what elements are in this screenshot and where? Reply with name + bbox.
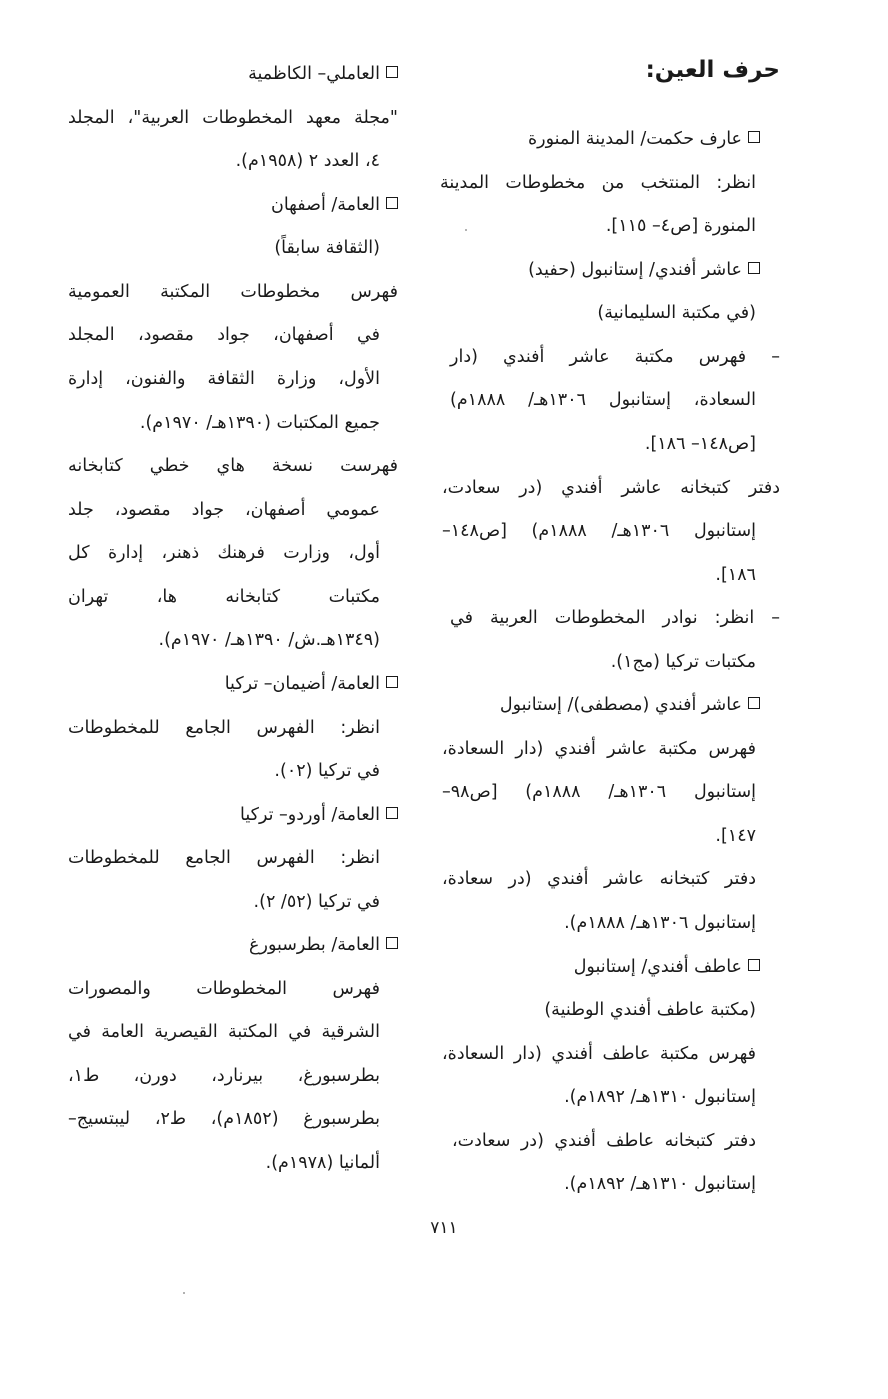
text-line: إستانبول ١٣٠٦هـ/ ١٨٨٨م) [ص٩٨– (442, 782, 756, 802)
entry-title: العامة/ أصفهان (270, 195, 380, 215)
checkbox-bullet-icon (748, 697, 760, 709)
text-line: بطرسبورغ، بيرنارد، دورن، ط١، (68, 1066, 380, 1086)
entry-title: العامة/ أوردو– تركيا (240, 805, 380, 825)
index-entry (225, 672, 398, 696)
index-entry (271, 193, 398, 217)
checkbox-bullet-icon (386, 937, 398, 949)
text-line: ٤، العدد ٢ (١٩٥٨م). (235, 151, 380, 171)
text-line: في أصفهان، جواد مقصود، المجلد (68, 325, 380, 345)
text-line: الشرقية في المكتبة القيصرية العامة في (68, 1022, 380, 1042)
text-line: "مجلة معهد المخطوطات العربية"، المجلد (68, 108, 398, 128)
index-entry (500, 693, 760, 717)
index-entry (248, 62, 398, 86)
page-number: ٧١١ (430, 1218, 458, 1238)
text-line: دفتر كتبخانه عاشر أفندي (در سعادت، (442, 478, 780, 498)
checkbox-bullet-icon (386, 66, 398, 78)
text-line: [ص١٤٨– ١٨٦]. (644, 434, 756, 454)
entry-title: عاشر أفندي/ إستانبول (حفيد) (528, 260, 742, 280)
section-title: حرف العين: (645, 57, 780, 83)
text-line: فهرس المخطوطات والمصورات (68, 979, 380, 999)
text-line: مكتبات تركيا (مج١). (610, 652, 756, 672)
text-line: انظر: الفهرس الجامع للمخطوطات (68, 848, 380, 868)
index-entry (574, 955, 760, 979)
text-line: دفتر كتبخانه عاطف أفندي (در سعادت، (452, 1131, 756, 1151)
text-line: انظر: المنتخب من مخطوطات المدينة (440, 173, 756, 193)
text-line: إستانبول ١٣١٠هـ/ ١٨٩٢م). (564, 1087, 756, 1107)
entry-title: العاملي– الكاظمية (248, 64, 380, 84)
checkbox-bullet-icon (748, 131, 760, 143)
text-line: (١٣٤٩هـ.ش/ ١٣٩٠هـ/ ١٩٧٠م). (158, 630, 380, 650)
text-line: أول، وزارت فرهنك ذهنر، إدارة كل (68, 543, 380, 563)
text-line: ١٨٦]. (715, 565, 756, 585)
scan-speck (465, 229, 467, 231)
text-line: بطرسبورغ (١٨٥٢م)، ط٢، ليبتسيج– (68, 1109, 381, 1129)
text-line: المنورة [ص٤– ١١٥]. (605, 216, 756, 236)
checkbox-bullet-icon (386, 676, 398, 688)
index-entry (528, 258, 760, 282)
text-line: ألمانيا (١٩٧٨م). (265, 1153, 380, 1173)
text-line: السعادة، إستانبول ١٣٠٦هـ/ ١٨٨٨م) (450, 390, 756, 410)
text-line: ١٤٧]. (715, 826, 756, 846)
text-line: جميع المكتبات (١٣٩٠هـ/ ١٩٧٠م). (139, 413, 380, 433)
text-line: في تركيا (٥٢/ ٢). (253, 892, 380, 912)
index-entry (240, 803, 398, 827)
text-line: مكتبات كتابخانه ها، تهران (68, 587, 380, 607)
text-line: إستانبول ١٣٠٦هـ/ ١٨٨٨م). (564, 913, 756, 933)
text-line: – فهرس مكتبة عاشر أفندي (دار (450, 347, 780, 367)
text-line: الأول، وزارة الثقافة والفنون، إدارة (68, 369, 380, 389)
entry-title: العامة/ أضيمان– تركيا (224, 674, 380, 694)
text-line: فهرس مكتبة عاشر أفندي (دار السعادة، (442, 739, 756, 759)
text-line: عمومي أصفهان، جواد مقصود، جلد (68, 500, 380, 520)
text-line: انظر: الفهرس الجامع للمخطوطات (68, 718, 380, 738)
entry-title: عاشر أفندي (مصطفى)/ إستانبول (499, 695, 742, 715)
checkbox-bullet-icon (748, 262, 760, 274)
text-line: فهرست نسخة هاي خطي كتابخانه (68, 456, 398, 476)
text-line: فهرس مخطوطات المكتبة العمومية (68, 282, 398, 302)
entry-title: العامة/ بطرسبورغ (249, 935, 380, 955)
index-entry (249, 933, 398, 957)
text-line: فهرس مكتبة عاطف أفندي (دار السعادة، (442, 1044, 756, 1064)
checkbox-bullet-icon (386, 807, 398, 819)
entry-title: عاطف أفندي/ إستانبول (573, 957, 742, 977)
index-entry (528, 127, 760, 151)
text-line: – انظر: نوادر المخطوطات العربية في (450, 608, 780, 628)
text-line: إستانبول ١٣١٠هـ/ ١٨٩٢م). (564, 1174, 756, 1194)
scan-speck (183, 1292, 185, 1294)
text-line: إستانبول ١٣٠٦هـ/ ١٨٨٨م) [ص١٤٨– (442, 521, 756, 541)
text-line: (الثقافة سابقاً) (274, 238, 380, 258)
text-line: دفتر كتبخانه عاشر أفندي (در سعادة، (442, 869, 756, 889)
text-line: في تركيا (٠٢). (274, 761, 380, 781)
text-line: (مكتبة عاطف أفندي الوطنية) (544, 1000, 756, 1020)
checkbox-bullet-icon (748, 959, 760, 971)
entry-title: عارف حكمت/ المدينة المنورة (527, 129, 742, 149)
text-line: (في مكتبة السليمانية) (597, 303, 756, 323)
checkbox-bullet-icon (386, 197, 398, 209)
